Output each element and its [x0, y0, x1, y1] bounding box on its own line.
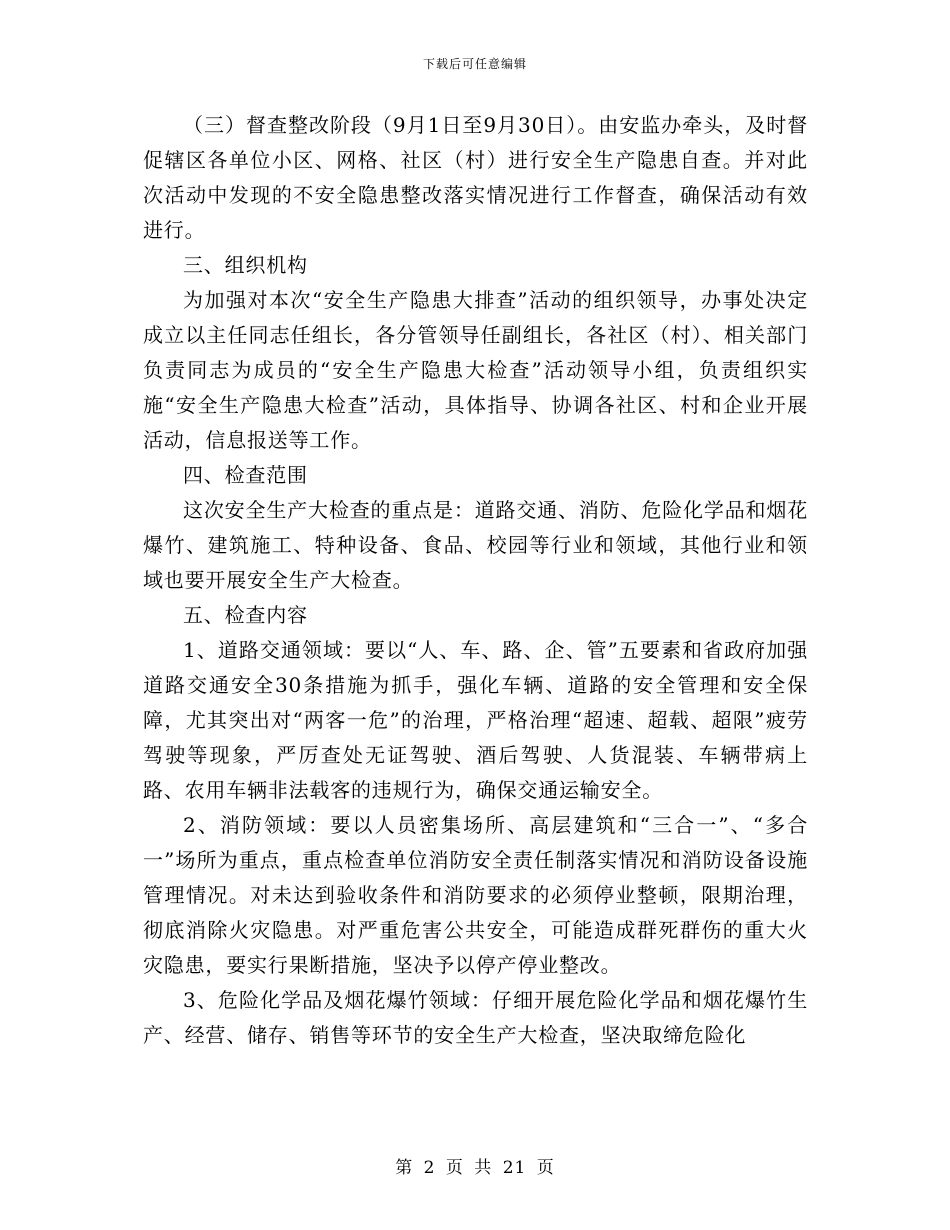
heading-scope: 四、检查范围 [183, 463, 308, 487]
document-body [143, 108, 808, 1053]
download-note: 下载后可任意编辑 [422, 57, 527, 71]
paragraph-fire-safety: 2、消防领域：要以人员密集场所、高层建筑和“三合一”、“多合一”场所为重点，重点检查单位消防安全责任制落实情况和消防设备设施管理情况。对未达到验收条件和消防要求的必须停业整顿，限期治理，彻底消除火灾隐患。对严重危害公共安全，可能造成群死群伤的重大火灾隐患，要实行果断措施，坚决予以停产停业整改。 [143, 813, 808, 977]
page-number: 第 2 页 共 21 页 [395, 1158, 555, 1178]
paragraph-organization: 为加强对本次“安全生产隐患大排查”活动的组织领导，办事处决定成立以主任同志任组长，各分管领导任副组长，各社区（村）、相关部门负责同志为成员的“安全生产隐患大检查”活动领导小组，负责组织实施“安全生产隐患大检查”活动，具体指导、协调各社区、村和企业开展活动，信息报送等工作。 [143, 288, 808, 452]
paragraph-road-traffic: 1、道路交通领域：要以“人、车、路、企、管”五要素和省政府加强道路交通安全30条措施为抓手，强化车辆、道路的安全管理和安全保障，尤其突出对“两客一危”的治理，严格治理“超速、超载、超限”疲劳驾驶等现象，严厉查处无证驾驶、酒后驾驶、人货混装、车辆带病上路、农用车辆非法载客的违规行为，确保交通运输安全。 [143, 638, 808, 802]
paragraph-hazardous-chemicals: 3、危险化学品及烟花爆竹领域：仔细开展危险化学品和烟花爆竹生产、经营、储存、销售等环节的安全生产大检查，坚决取缔危险化 [143, 988, 808, 1047]
heading-organization: 三、组织机构 [183, 253, 308, 277]
paragraph-supervision-phase: （三）督查整改阶段（9月1日至9月30日）。由安监办牵头，及时督促辖区各单位小区、网格、社区（村）进行安全生产隐患自查。并对此次活动中发现的不安全隐患整改落实情况进行工作督查，确保活动有效进行。 [143, 113, 808, 242]
heading-content: 五、检查内容 [183, 603, 308, 627]
paragraph-scope: 这次安全生产大检查的重点是：道路交通、消防、危险化学品和烟花爆竹、建筑施工、特种设备、食品、校园等行业和领域，其他行业和领域也要开展安全生产大检查。 [143, 498, 808, 592]
